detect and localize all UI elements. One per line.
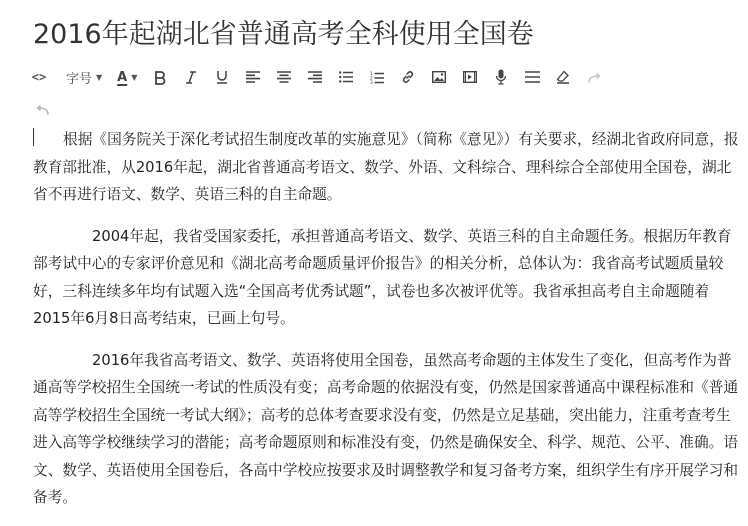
paragraph-1: 根据《国务院关于深化考试招生制度改革的实施意见》（简称《意见》）有关要求，经湖北省政府同意，报教育部批准，从2016年起，湖北省普通高考语文、数学、外语、文科综合、理科综合全部使用全国卷，湖北省不再进行语文、数学、英语三科的自主命题。 bbox=[33, 131, 739, 203]
font-color-dropdown[interactable] bbox=[112, 63, 142, 91]
paragraph-3: 2016年我省高考语文、数学、英语将使用全国卷，虽然高考命题的主体发生了变化，但高考作为普通高等学校招生全国统一考试的性质没有变；高考命题的依据没有变，仍然是国家普通高中课程标准和《普通高等学校招生全国统一考试大纲》；高考的总体考查要求没有变，仍然是立足基础，突出能力，注重考查考生进入高等学校继续学习的潜能；高考命题原则和标准没有变，仍然是确保安全、科学、规范、公平、准确。语文、数学、英语使用全国卷后，各高中学校应按要求及时调整教学和复习备考方案，组织学生有序开展学习和备考。 bbox=[33, 351, 739, 506]
source-code-button[interactable] bbox=[26, 63, 52, 91]
chevron-down-icon: ▼ bbox=[96, 72, 103, 82]
link-button[interactable] bbox=[395, 63, 421, 91]
editor-content-area[interactable] bbox=[33, 126, 743, 526]
bulleted-list-button[interactable] bbox=[333, 63, 359, 91]
insert-image-button[interactable] bbox=[426, 63, 452, 91]
insert-video-button[interactable] bbox=[457, 63, 483, 91]
toolbar-row-1 bbox=[26, 62, 612, 92]
chevron-down-icon: ▼ bbox=[131, 72, 138, 82]
undo-button[interactable] bbox=[26, 95, 54, 123]
underline-button[interactable] bbox=[209, 63, 235, 91]
link-icon bbox=[401, 70, 415, 84]
font-size-label: 字号 bbox=[66, 71, 93, 87]
font-size-dropdown[interactable] bbox=[61, 63, 107, 91]
horizontal-rule-icon bbox=[525, 71, 540, 83]
microphone-icon bbox=[495, 69, 507, 85]
bulleted-list-icon bbox=[339, 71, 353, 83]
align-right-icon bbox=[308, 71, 322, 83]
voice-input-button[interactable] bbox=[488, 63, 514, 91]
svg-text:2: 2 bbox=[370, 76, 374, 81]
italic-icon bbox=[185, 71, 197, 84]
align-left-button[interactable] bbox=[240, 63, 266, 91]
svg-text:3: 3 bbox=[370, 80, 374, 86]
bold-icon bbox=[154, 71, 166, 84]
svg-text:1: 1 bbox=[370, 71, 374, 77]
underline-icon bbox=[216, 70, 228, 84]
video-icon bbox=[463, 71, 477, 83]
align-center-button[interactable] bbox=[271, 63, 297, 91]
code-icon: <> bbox=[31, 70, 47, 84]
toolbar-row-2 bbox=[26, 94, 59, 124]
numbered-list-icon bbox=[370, 71, 384, 84]
bold-button[interactable] bbox=[147, 63, 173, 91]
align-right-button[interactable] bbox=[302, 63, 328, 91]
editor-toolbar bbox=[26, 62, 726, 122]
image-icon bbox=[432, 71, 446, 83]
clear-format-icon bbox=[556, 70, 570, 84]
undo-icon bbox=[36, 104, 49, 115]
redo-button[interactable] bbox=[581, 63, 607, 91]
horizontal-rule-button[interactable] bbox=[519, 63, 545, 91]
align-left-icon bbox=[246, 71, 260, 83]
document-title[interactable]: 2016年起湖北省普通高考全科使用全国卷 bbox=[33, 19, 534, 50]
clear-format-button[interactable] bbox=[550, 63, 576, 91]
font-color-icon: A bbox=[117, 69, 128, 85]
redo-icon bbox=[588, 72, 601, 83]
italic-button[interactable] bbox=[178, 63, 204, 91]
align-center-icon bbox=[277, 71, 291, 83]
paragraph-2: 2004年起，我省受国家委托，承担普通高考语文、数学、英语三科的自主命题任务。根据历年教育部考试中心的专家评价意见和《湖北高考命题质量评价报告》的相关分析，总体认为：我省高考试题质量较好，三科连续多年均有试题入选“全国高考优秀试题”，试卷也多次被评优等。我省承担高考自主命题随着2015年6月8日高考结束，已画上句号。 bbox=[33, 227, 732, 327]
numbered-list-button[interactable] bbox=[364, 63, 390, 91]
